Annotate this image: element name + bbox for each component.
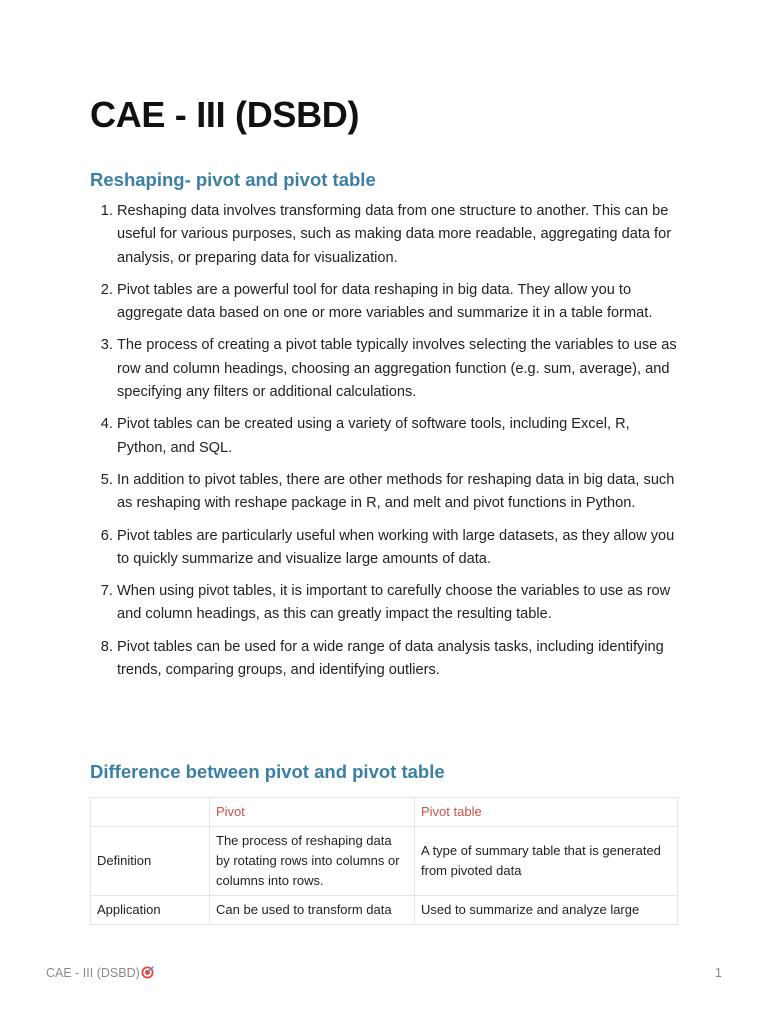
table-header-cell: Pivot table	[415, 798, 678, 827]
table-header-row	[91, 798, 678, 827]
section-heading-difference: Difference between pivot and pivot table	[90, 761, 445, 782]
points-list	[90, 200, 680, 691]
comparison-table	[90, 797, 678, 925]
list-item: 8. Pivot tables can be used for a wide range of data analysis tasks, including identifying trends, comparing groups, and identifying outliers.	[117, 636, 680, 683]
table-header-cell: Pivot	[210, 798, 415, 827]
table-header-cell	[91, 798, 210, 827]
footer-doc-title	[46, 966, 154, 980]
list-item: 1. Reshaping data involves transforming data from one structure to another. This can be useful for various purposes, such as making data more readable, aggregating data for analysis, or preparing data for visualization.	[117, 200, 680, 270]
page-break-mask	[88, 930, 688, 970]
list-item: 6. Pivot tables are particularly useful when working with large datasets, as they allow you to quickly summarize and visualize large amounts of data.	[117, 525, 680, 572]
table-cell: The process of reshaping data by rotating rows into columns or columns into rows.	[210, 827, 415, 896]
table-cell: A type of summary table that is generated from pivoted data	[415, 827, 678, 896]
table-cell: Definition	[91, 827, 210, 896]
page-title: CAE - III (DSBD)	[90, 94, 360, 135]
footer-title-text: CAE - III (DSBD)	[46, 966, 140, 980]
section-heading-reshaping: Reshaping- pivot and pivot table	[90, 169, 376, 190]
list-item: 3. The process of creating a pivot table typically involves selecting the variables to use as row and column headings, choosing an aggregation function (e.g. sum, average), and specifying any filters or additional calculations.	[117, 334, 680, 404]
target-icon	[141, 966, 154, 979]
list-item: 2. Pivot tables are a powerful tool for data reshaping in big data. They allow you to aggregate data based on one or more variables and summarize it in a table format.	[117, 279, 680, 326]
table-row	[91, 827, 678, 896]
table-cell: Application	[91, 896, 210, 925]
list-item: 5. In addition to pivot tables, there are other methods for reshaping data in big data, such as reshaping with reshape package in R, and melt and pivot functions in Python.	[117, 469, 680, 516]
table-row	[91, 896, 678, 925]
table-cell: Can be used to transform data	[210, 896, 415, 925]
list-item: 7. When using pivot tables, it is important to carefully choose the variables to use as row and column headings, as this can greatly impact the resulting table.	[117, 580, 680, 627]
list-item: 4. Pivot tables can be created using a variety of software tools, including Excel, R, Python, and SQL.	[117, 413, 680, 460]
page-number: 1	[715, 966, 722, 980]
table-cell: Used to summarize and analyze large	[415, 896, 678, 925]
